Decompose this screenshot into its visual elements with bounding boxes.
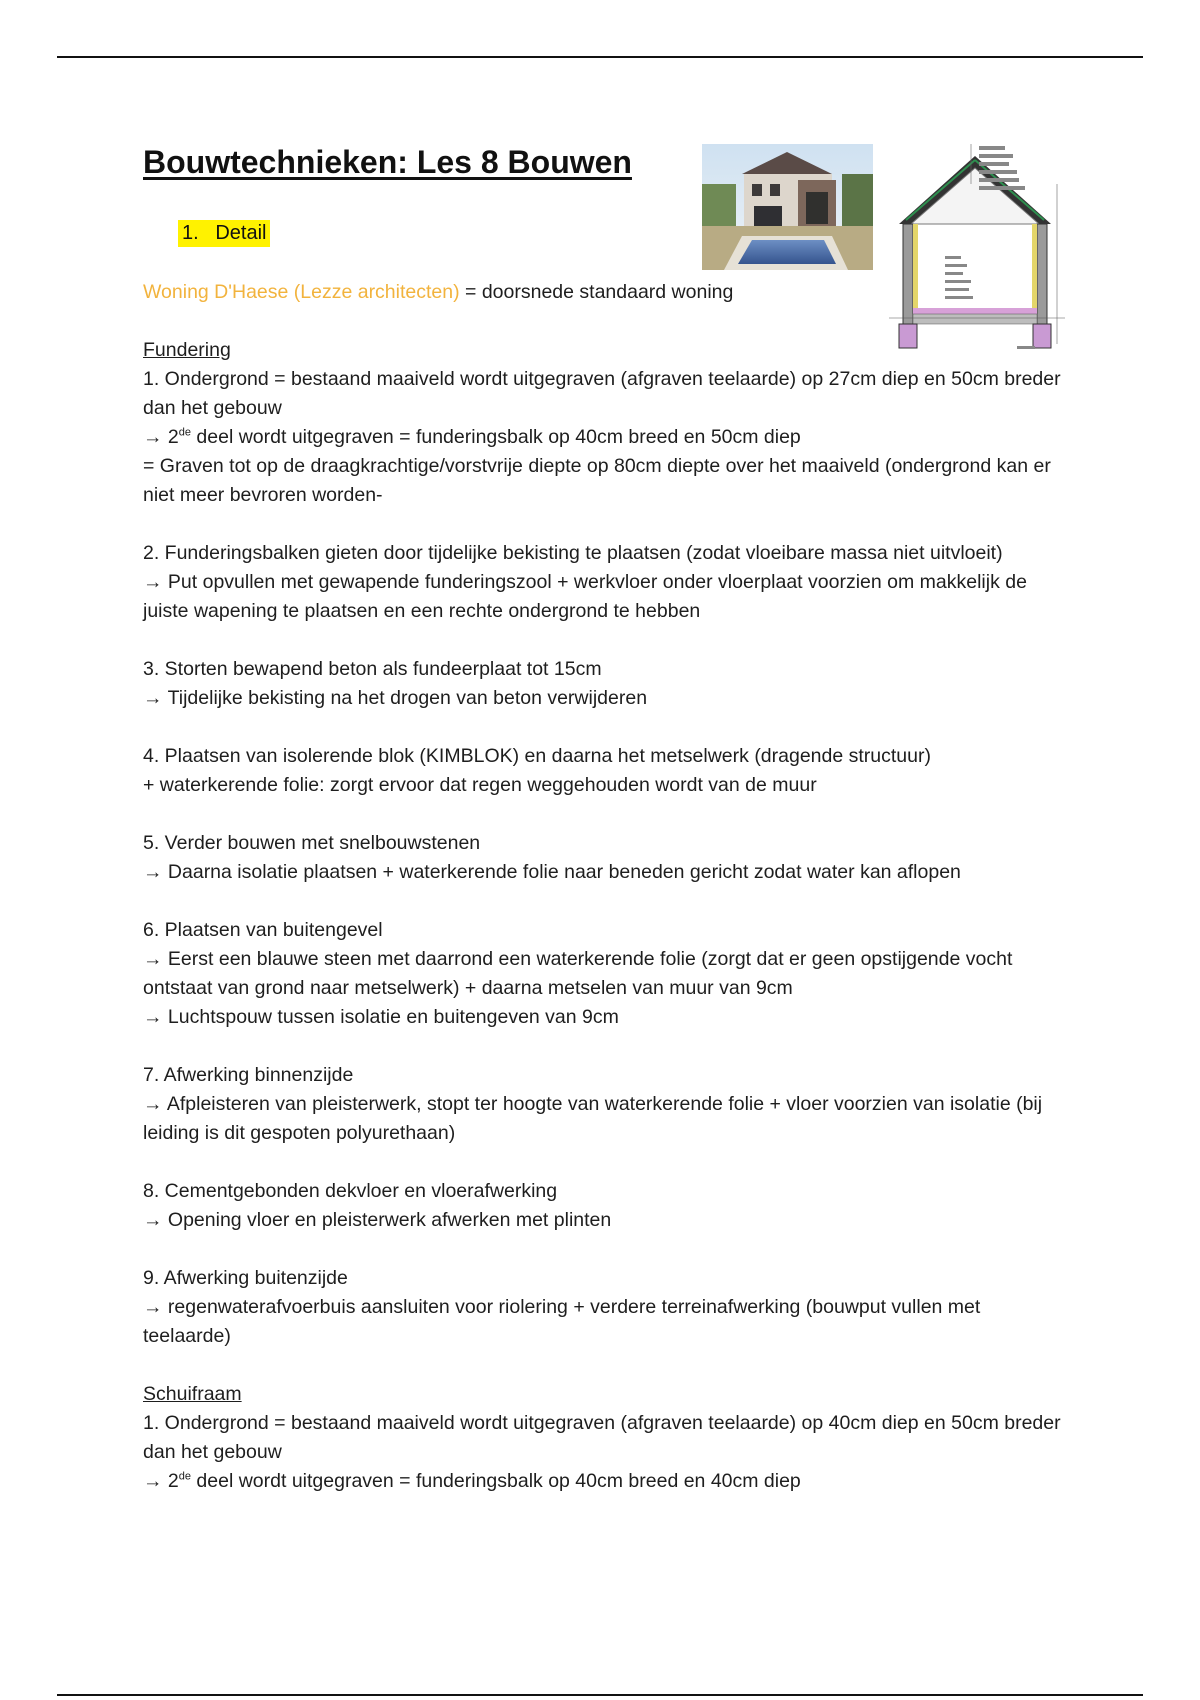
arrow-icon: → [143,861,163,883]
section-heading-highlighted: 1. Detail [178,220,270,247]
step-1-text: 1. Ondergrond = bestaand maaiveld wordt uitgegraven (afgraven teelaarde) op 27cm diep en 50cm breder dan het gebouw [143,368,1061,419]
step-6-arrow-line-2: → Luchtspouw tussen isolatie en buitengeven van 9cm [143,1006,619,1028]
step-6-arrow-line: → Eerst een blauwe steen met daarrond een waterkerende folie (zorgt dat er geen opstijgende vocht ontstaat van grond naar metselwerk) + daarna metselen van muur van 9cm [143,948,1013,999]
step-4-text: 4. Plaatsen van isolerende blok (KIMBLOK) en daarna het metselwerk (dragende structuur) [143,745,931,767]
step-1-arrow-line: → 2de deel wordt uitgegraven = funderingsbalk op 40cm breed en 50cm diep [143,426,801,448]
heading-schuifraam: Schuifraam [143,1383,242,1405]
arrow-icon: → [143,426,163,448]
step-6-text: 6. Plaatsen van buitengevel [143,919,383,941]
step-3-arrow-line: → Tijdelijke bekisting na het drogen van beton verwijderen [143,687,648,709]
project-reference: Woning D'Haese (Lezze architecten) [143,281,460,303]
arrow-icon: → [143,1209,163,1231]
step-8-text: 8. Cementgebonden dekvloer en vloerafwerking [143,1180,558,1202]
step-2-text: 2. Funderingsbalken gieten door tijdelijke bekisting te plaatsen (zodat vloeibare massa niet uitvloeit) [143,542,1003,564]
arrow-icon: → [143,1093,163,1115]
step-7-arrow-line: → Afpleisteren van pleisterwerk, stopt ter hoogte van waterkerende folie + vloer voorzien van isolatie (bij leiding is dit gespoten polyurethaan) [143,1093,1043,1144]
step-5-arrow-line: → Daarna isolatie plaatsen + waterkerende folie naar beneden gericht zodat water kan aflopen [143,861,961,883]
schuifraam-step-1-arrow-line: → 2de deel wordt uitgegraven = funderingsbalk op 40cm breed en 40cm diep [143,1470,801,1492]
arrow-icon: → [143,948,163,970]
step-9-text: 9. Afwerking buitenzijde [143,1267,348,1289]
intro-line: Woning D'Haese (Lezze architecten) = doorsnede standaard woning [143,281,734,303]
step-4-note: + waterkerende folie: zorgt ervoor dat regen weggehouden wordt van de muur [143,774,817,796]
step-5-text: 5. Verder bouwen met snelbouwstenen [143,832,481,854]
schuifraam-step-1-text: 1. Ondergrond = bestaand maaiveld wordt uitgegraven (afgraven teelaarde) op 40cm diep en 50cm breder dan het gebouw [143,1412,1061,1463]
arrow-icon: → [143,571,163,593]
step-1-note: = Graven tot op de draagkrachtige/vorstvrije diepte op 80cm diepte over het maaiveld (ondergrond kan er niet meer bevroren worden- [143,455,1051,506]
step-7-text: 7. Afwerking binnenzijde [143,1064,354,1086]
house-photo [702,144,873,270]
page-title: Bouwtechnieken: Les 8 Bouwen [143,144,632,180]
step-2-arrow-line: → Put opvullen met gewapende funderingszool + werkvloer onder vloerplaat voorzien om makkelijk de juiste wapening te plaatsen en een rechte ondergrond te hebben [143,571,1027,622]
heading-fundering: Fundering [143,339,231,361]
arrow-icon: → [143,1470,163,1492]
arrow-icon: → [143,687,163,709]
step-8-arrow-line: → Opening vloer en pleisterwerk afwerken met plinten [143,1209,612,1231]
arrow-icon: → [143,1006,163,1028]
step-3-text: 3. Storten bewapend beton als fundeerplaat tot 15cm [143,658,602,680]
top-rule [57,56,1143,58]
step-9-arrow-line: → regenwaterafvoerbuis aansluiten voor riolering + verdere terreinafwerking (bouwput vullen met teelaarde) [143,1296,981,1347]
bottom-rule [57,1694,1143,1696]
document-body [143,278,1063,1496]
arrow-icon: → [143,1296,163,1318]
